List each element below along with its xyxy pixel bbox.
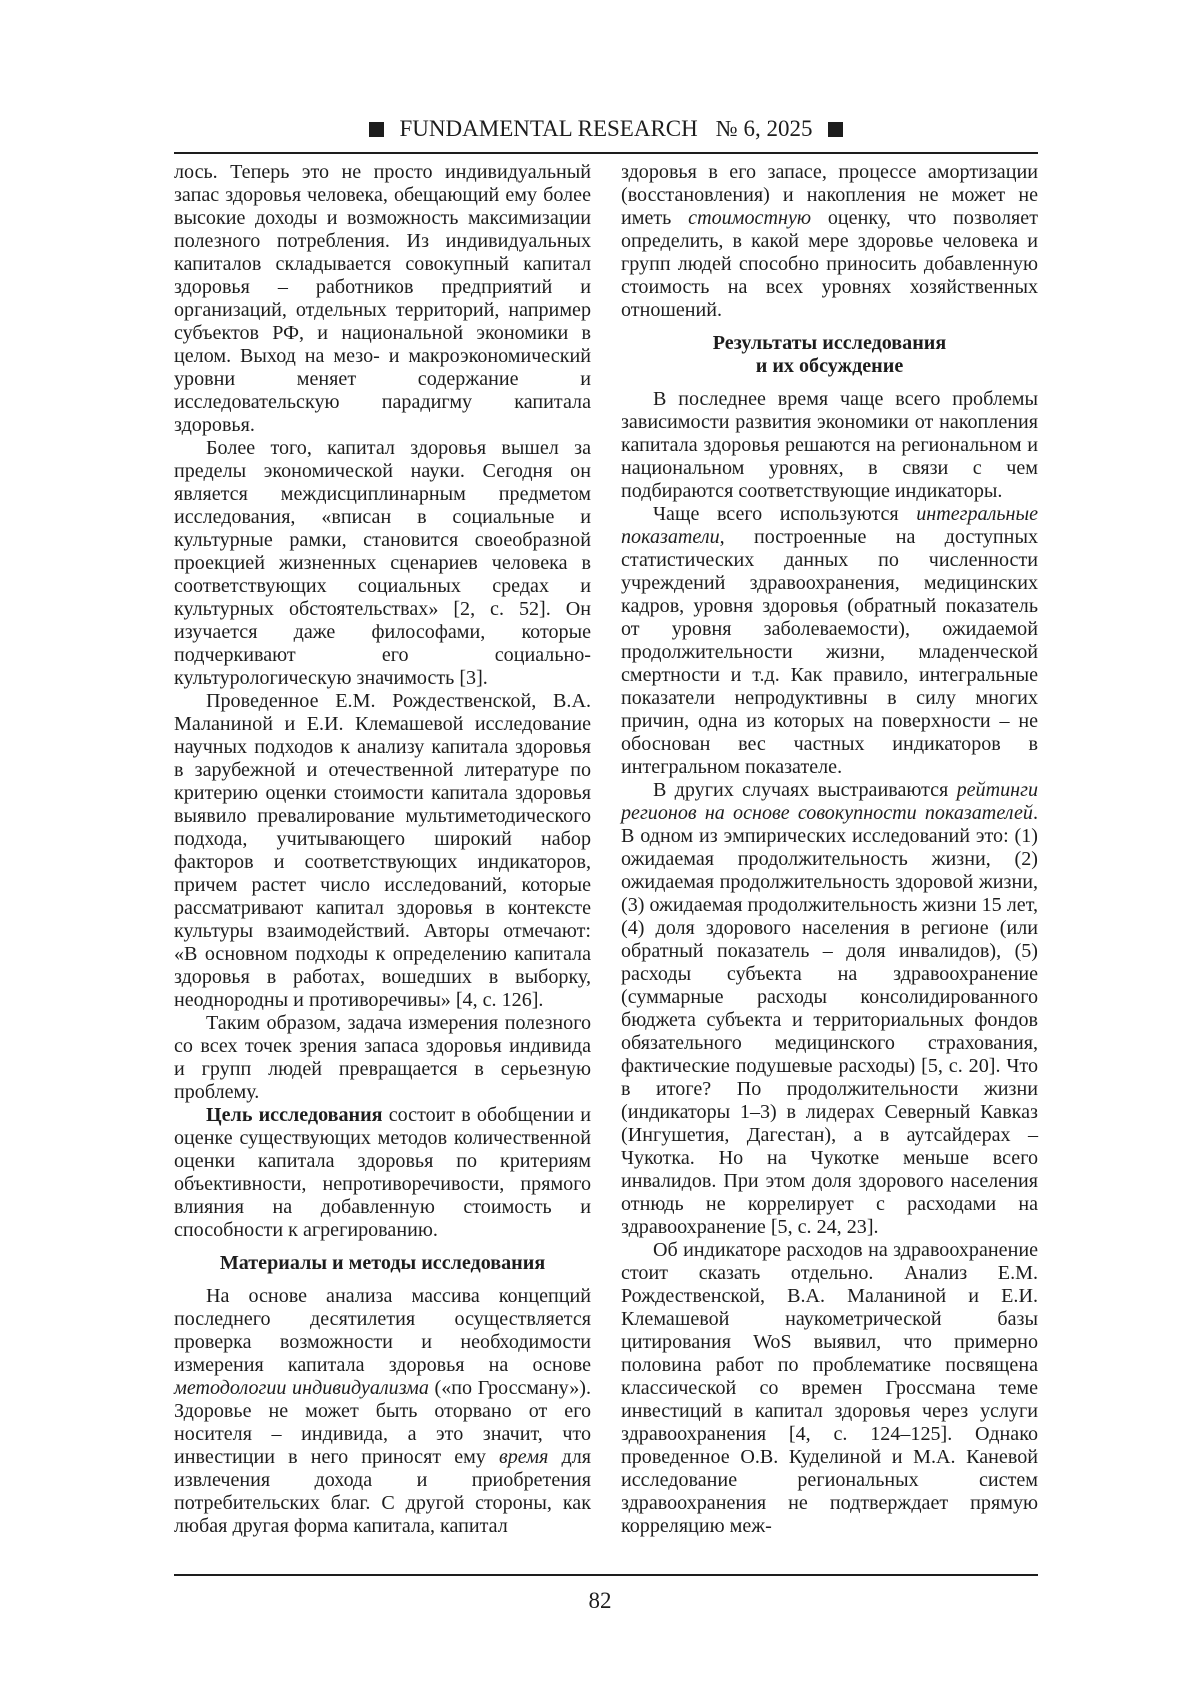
text-run: В других случаях выстраиваются [653, 779, 957, 801]
issue-number: № 6, 2025 [715, 116, 813, 141]
italic-term: время [499, 1446, 549, 1468]
text-run: («по Гроссману»). Здоровье не может быть оторвано от его носителя – индивида, а это значит, что инвестиции в него приносят ему [174, 1377, 591, 1468]
text-run: здоровья в его запасе, процессе амортизации (восстановления) и накопления не может не иметь [621, 161, 1038, 229]
paragraph [621, 503, 1038, 779]
paragraph: Таким образом, задача измерения полезного со всех точек зрения запаса здоровья индивида и групп людей превращается в серьезную проблему. [174, 1012, 591, 1103]
text-run: . В одном из эмпирических исследований это: (1) ожидаемая продолжительность жизни, (2) ожидаемая продолжительность здоровой жизни, (3) ожидаемая продолжительность жизни 15 лет, (4) доля здорового населения в регионе (или обратный показатель – доля инвалидов), (5) расходы субъекта на здравоохранение (суммарные расходы консолидированного бюджета субъекта и территориальных фондов обязательного медицинского страхования, фактические подушевые расходы) [5, с. 20]. Что в итоге? По продолжительности жизни (индикаторы 1–3) в лидерах Северный Кавказ (Ингушетия, Дагестан), а в аутсайдерах – Чукотка. Но на Чукотке меньше всего инвалидов. При этом доля здорового населения отнюдь не коррелирует с расходами на здравоохранение [5, с. 24, 23]. [621, 802, 1038, 1238]
paragraph: Более того, капитал здоровья вышел за пределы экономической науки. Сегодня он является междисциплинарным предметом исследования, «вписан в социальные и культурные рамки, становится своеобразной проекцией жизненных сценариев человека в соответствующих социальных средах и культурных обстоятельствах» [2, с. 52]. Он изучается даже философами, которые подчеркивают его социально-культурологическую значимость [3]. [174, 437, 591, 689]
section-heading [621, 332, 1038, 378]
paragraph [174, 1104, 591, 1242]
paragraph: Проведенное Е.М. Рождественской, В.А. Маланиной и Е.И. Клемашевой исследование научных подходов к анализу капитала здоровья в зарубежной и отечественной литературе по критерию оценки стоимости капитала здоровья выявило превалирование мультиметодического подхода, учитывающего широкий набор факторов и соответствующих индикаторов, причем растет число исследований, которые рассматривают капитал здоровья в контексте культуры взаимодействий. Авторы отмечают: «В основном подходы к определению капитала здоровья в работах, вошедших в выборку, неоднородны и противоречивы» [4, с. 126]. [174, 690, 591, 1011]
heading-line: и их обсуждение [755, 355, 904, 377]
text-run: состоит в обобщении и оценке существующих методов количественной оценки капитала здоровья по критериям объективности, непротиворечивости, прямого влияния на добавленную стоимость и способности к агрегированию. [174, 1104, 591, 1241]
text-run: Чаще всего используются [653, 503, 917, 525]
bold-lead: Цель исследования [206, 1104, 383, 1126]
italic-term: интегральные показатели [621, 503, 1038, 548]
paragraph [621, 779, 1038, 1239]
heading-line: Результаты исследования [712, 332, 947, 354]
square-bullet-icon [369, 122, 384, 137]
square-bullet-icon [828, 122, 843, 137]
text-run: На основе анализа массива концепций последнего десятилетия осуществляется проверка возможности и необходимости измерения капитала здоровья на основе [174, 1285, 591, 1376]
italic-term: методологии индивидуализма [174, 1377, 429, 1399]
footer-rule [174, 1574, 1038, 1576]
paragraph [621, 161, 1038, 322]
paragraph [174, 1285, 591, 1538]
left-column [174, 161, 591, 1538]
text-run: для извлечения дохода и приобретения потребительских благ. С другой стороны, как любая другая форма капитала, капитал [174, 1446, 591, 1537]
header-rule [174, 152, 1038, 154]
paragraph: В последнее время чаще всего проблемы зависимости развития экономики от накопления капитала здоровья решаются на региональном и национальном уровнях, в связи с чем подбираются соответствующие индикаторы. [621, 388, 1038, 502]
paragraph: лось. Теперь это не просто индивидуальный запас здоровья человека, обещающий ему более высокие доходы и возможность максимизации полезного потребления. Из индивидуальных капиталов складывается совокупный капитал здоровья – работников предприятий и организаций, отдельных территорий, например субъектов РФ, и национальной экономики в целом. Выход на мезо- и макроэкономический уровни меняет содержание и исследовательскую парадигму капитала здоровья. [174, 161, 591, 436]
right-column [621, 161, 1038, 1538]
text-run: оценку, что позволяет определить, в какой мере здоровье человека и групп людей способно приносить добавленную стоимость на всех уровнях хозяйственных отношений. [621, 207, 1039, 321]
journal-title: FUNDAMENTAL RESEARCH [399, 116, 698, 141]
page-number: 82 [588, 1588, 612, 1613]
text-run: , построенные на доступных статистических данных по численности учреждений здравоохранения, медицинских кадров, уровня здоровья (обратный показатель от уровня заболеваемости), ожидаемой продолжительности жизни, младенческой смертности и т.д. Как правило, интегральные показатели непродуктивны в силу многих причин, одна из которых на поверхности – не обоснован вес частных индикаторов в интегральном показателе. [621, 526, 1038, 778]
italic-term: рейтинги регионов на основе совокупности показателей [621, 779, 1038, 824]
paragraph: Об индикаторе расходов на здравоохранение стоит сказать отдельно. Анализ Е.М. Рождественской, В.А. Маланиной и Е.И. Клемашевой наукометрической базы цитирования WoS выявил, что примерно половина работ по проблематике посвящена классической со времен Гроссмана теме инвестиций в капитал здоровья через услуги здравоохранения [4, с. 124–125]. Однако проведенное О.В. Куделиной и М.А. Каневой исследование региональных систем здравоохранения не подтверждает прямую корреляцию меж- [621, 1239, 1038, 1537]
section-heading: Материалы и методы исследования [219, 1252, 546, 1274]
running-header [174, 112, 1038, 146]
italic-term: стоимостную [688, 207, 812, 229]
